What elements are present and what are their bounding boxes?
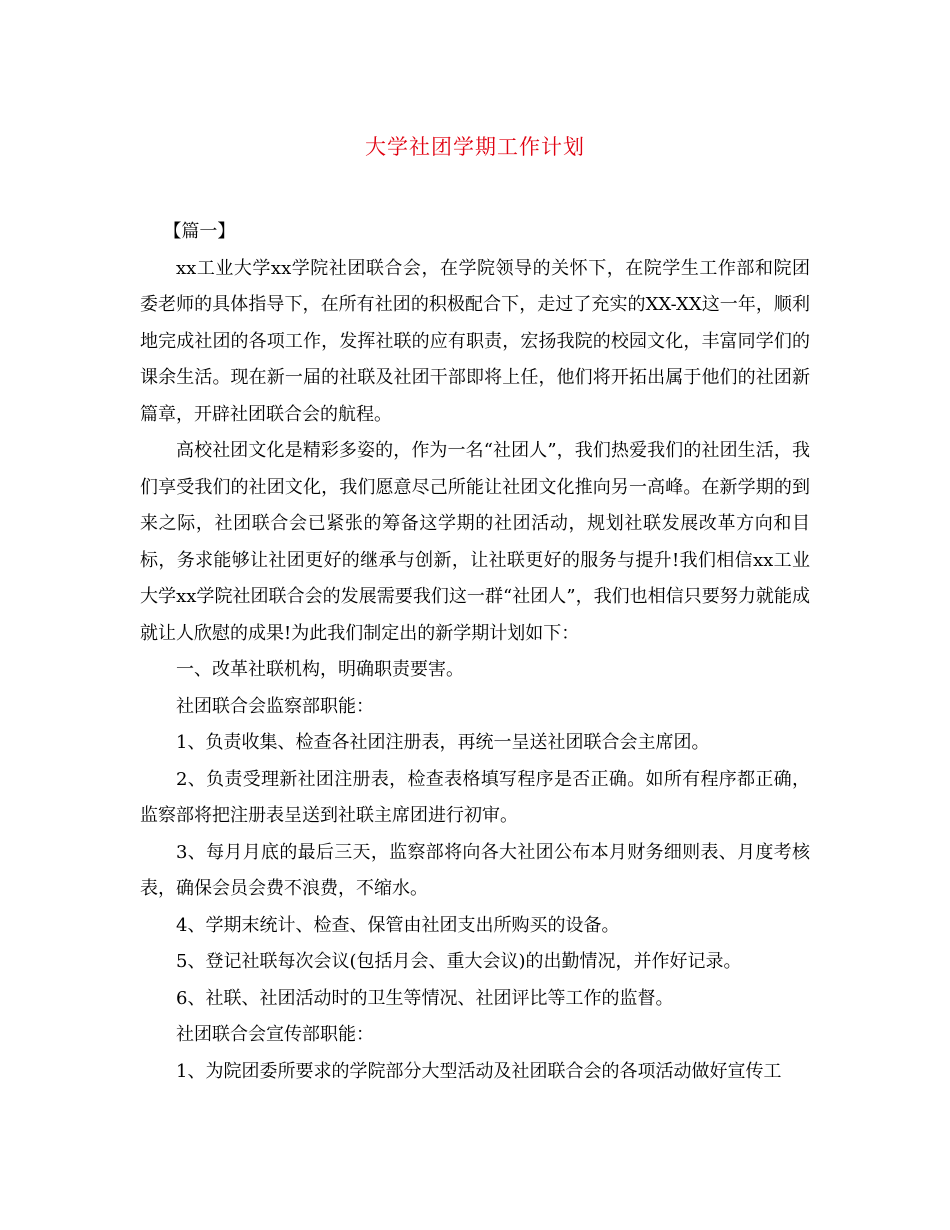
paragraph: 社团联合会宣传部职能： [176,1024,374,1045]
paragraph: 6、社联、社团活动时的卫生等情况、社团评比等工作的监督。 [176,987,674,1009]
document-title: 大学社团学期工作计划 [365,135,585,159]
paragraph: 一、改革社联机构，明确职责要害。 [176,659,464,680]
paragraph: xx工业大学xx学院社团联合会，在学院领导的关怀下，在院学生工作部和院团委老师的具体指导下，在所有社团的积极配合下，走过了充实的XX-XX这一年，顺利地完成社团的各项工作，发挥社联的应有职责，宏扬我院的校园文化，丰富同学们的课余生活。现在新一届的社联及社团干部即将上任，他们将开拓出属于他们的社团新篇章，开辟社团联合会的航程。 [140,257,810,425]
paragraph: 高校社团文化是精彩多姿的，作为一名“社团人”，我们热爱我们的社团生活，我们享受我们的社团文化，我们愿意尽己所能让社团文化推向另一高峰。在新学期的到来之际，社团联合会已紧张的筹备这学期的社团活动，规划社联发展改革方向和目标，务求能够让社团更好的继承与创新，让社联更好的服务与提升!我们相信xx工业大学xx学院社团联合会的发展需要我们这一群“社团人”，我们也相信只要努力就能成就让人欣慰的成果!为此我们制定出的新学期计划如下： [140,440,810,644]
paragraph: 1、负责收集、检查各社团注册表，再统一呈送社团联合会主席团。 [176,732,710,753]
paragraph: 社团联合会监察部职能： [176,695,374,717]
paragraph: 1、为院团委所要求的学院部分大型活动及社团联合会的各项活动做好宣传工 [176,1060,782,1082]
document-body [140,214,810,1090]
paragraph: 4、学期末统计、检查、保管由社团支出所购买的设备。 [176,914,620,936]
paragraph: 3、每月月底的最后三天，监察部将向各大社团公布本月财务细则表、月度考核表，确保会员会费不浪费，不缩水。 [140,841,810,899]
section-label: 【篇一】 [163,221,236,242]
paragraph: 5、登记社联每次会议(包括月会、重大会议)的出勤情况，并作好记录。 [176,951,742,972]
paragraph: 2、负责受理新社团注册表，检查表格填写程序是否正确。如所有程序都正确，监察部将把注册表呈送到社联主席团进行初审。 [140,768,810,826]
